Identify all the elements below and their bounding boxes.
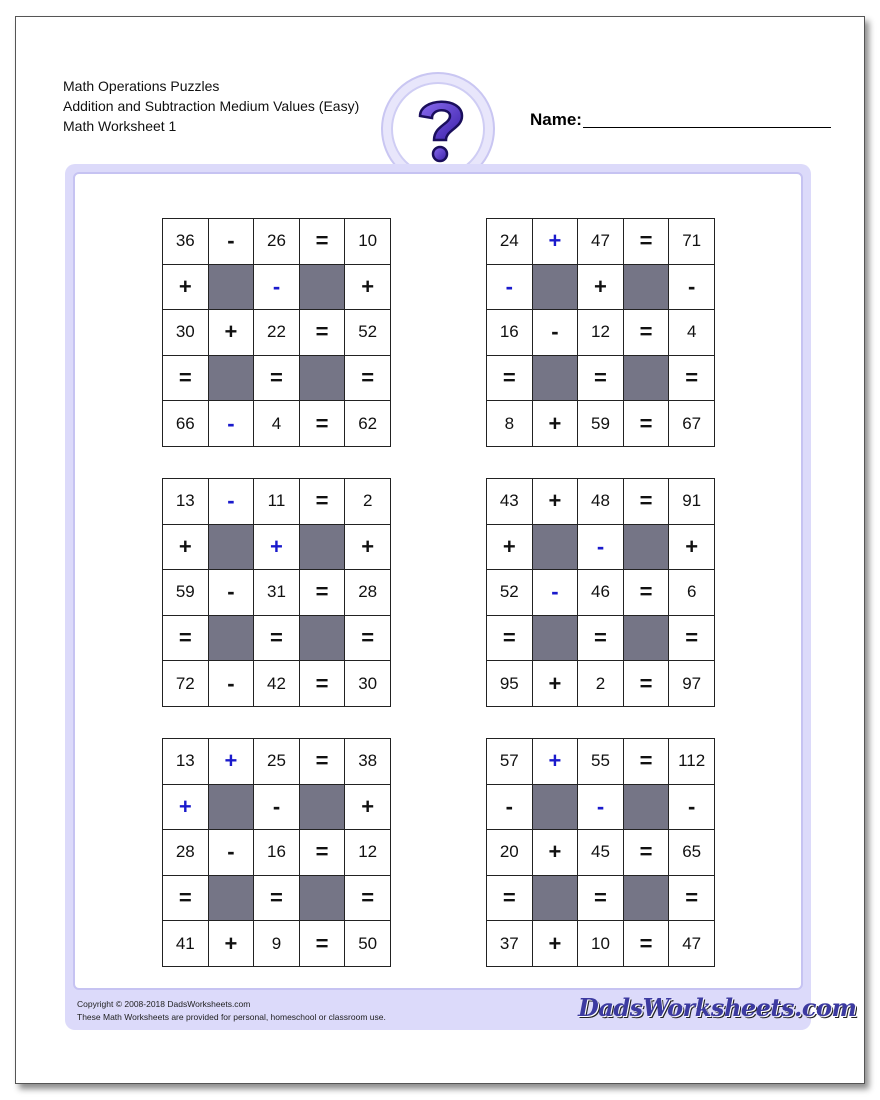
shaded-cell <box>300 525 346 571</box>
number-cell: 12 <box>578 310 624 356</box>
operator-cell: = <box>624 739 670 785</box>
operator-cell: + <box>533 479 579 525</box>
operator-cell: = <box>345 616 391 662</box>
shaded-cell <box>533 356 579 402</box>
operator-cell: = <box>254 616 300 662</box>
operator-cell: = <box>624 310 670 356</box>
operator-cell: - <box>578 525 624 571</box>
name-label: Name: <box>530 110 582 129</box>
shaded-cell <box>209 525 255 571</box>
puzzle-4 <box>486 478 715 707</box>
operator-cell: = <box>300 830 346 876</box>
operator-cell: = <box>578 356 624 402</box>
number-cell: 47 <box>669 921 715 967</box>
puzzle-1 <box>162 218 391 447</box>
number-cell: 13 <box>163 479 209 525</box>
operator-cell: = <box>300 401 346 447</box>
number-cell: 43 <box>487 479 533 525</box>
number-cell: 55 <box>578 739 624 785</box>
number-cell: 12 <box>345 830 391 876</box>
shaded-cell <box>300 785 346 831</box>
puzzle-3 <box>162 478 391 707</box>
operator-cell: - <box>209 570 255 616</box>
number-cell: 10 <box>345 219 391 265</box>
operator-cell: - <box>669 785 715 831</box>
operator-cell: = <box>578 616 624 662</box>
number-cell: 47 <box>578 219 624 265</box>
operator-cell: + <box>533 219 579 265</box>
shaded-cell <box>209 785 255 831</box>
shaded-cell <box>209 876 255 922</box>
operator-cell: = <box>300 479 346 525</box>
puzzle-2 <box>486 218 715 447</box>
operator-cell: - <box>209 830 255 876</box>
number-cell: 50 <box>345 921 391 967</box>
number-cell: 66 <box>163 401 209 447</box>
operator-cell: = <box>669 876 715 922</box>
shaded-cell <box>300 265 346 311</box>
operator-cell: + <box>578 265 624 311</box>
operator-cell: + <box>533 661 579 707</box>
number-cell: 46 <box>578 570 624 616</box>
number-cell: 13 <box>163 739 209 785</box>
number-cell: 112 <box>669 739 715 785</box>
number-cell: 30 <box>345 661 391 707</box>
number-cell: 59 <box>578 401 624 447</box>
operator-cell: + <box>487 525 533 571</box>
operator-cell: = <box>624 830 670 876</box>
shaded-cell <box>624 265 670 311</box>
number-cell: 4 <box>254 401 300 447</box>
operator-cell: = <box>624 661 670 707</box>
operator-cell: = <box>487 876 533 922</box>
operator-cell: = <box>624 401 670 447</box>
operator-cell: + <box>254 525 300 571</box>
operator-cell: + <box>533 401 579 447</box>
operator-cell: = <box>624 479 670 525</box>
operator-cell: - <box>209 219 255 265</box>
operator-cell: + <box>209 739 255 785</box>
number-cell: 36 <box>163 219 209 265</box>
operator-cell: = <box>163 876 209 922</box>
number-cell: 31 <box>254 570 300 616</box>
operator-cell: = <box>300 219 346 265</box>
number-cell: 16 <box>487 310 533 356</box>
operator-cell: = <box>163 616 209 662</box>
operator-cell: - <box>578 785 624 831</box>
number-cell: 72 <box>163 661 209 707</box>
number-cell: 2 <box>345 479 391 525</box>
number-cell: 97 <box>669 661 715 707</box>
operator-cell: = <box>300 739 346 785</box>
operator-cell: + <box>209 310 255 356</box>
operator-cell: = <box>300 921 346 967</box>
number-cell: 45 <box>578 830 624 876</box>
operator-cell: + <box>533 830 579 876</box>
operator-cell: + <box>163 525 209 571</box>
number-cell: 67 <box>669 401 715 447</box>
number-cell: 6 <box>669 570 715 616</box>
operator-cell: - <box>487 265 533 311</box>
shaded-cell <box>533 876 579 922</box>
number-cell: 26 <box>254 219 300 265</box>
puzzle-6 <box>486 738 715 967</box>
shaded-cell <box>209 356 255 402</box>
number-cell: 22 <box>254 310 300 356</box>
operator-cell: + <box>533 921 579 967</box>
number-cell: 11 <box>254 479 300 525</box>
operator-cell: + <box>209 921 255 967</box>
operator-cell: + <box>669 525 715 571</box>
shaded-cell <box>624 525 670 571</box>
shaded-cell <box>209 616 255 662</box>
operator-cell: - <box>254 265 300 311</box>
operator-cell: - <box>669 265 715 311</box>
shaded-cell <box>533 525 579 571</box>
shaded-cell <box>624 356 670 402</box>
usage-notice: These Math Worksheets are provided for personal, homeschool or classroom use. <box>77 1012 386 1022</box>
operator-cell: + <box>533 739 579 785</box>
operator-cell: - <box>533 570 579 616</box>
number-cell: 65 <box>669 830 715 876</box>
shaded-cell <box>624 785 670 831</box>
number-cell: 52 <box>487 570 533 616</box>
operator-cell: + <box>345 525 391 571</box>
operator-cell: + <box>345 265 391 311</box>
shaded-cell <box>300 616 346 662</box>
puzzle-5 <box>162 738 391 967</box>
operator-cell: = <box>487 356 533 402</box>
number-cell: 38 <box>345 739 391 785</box>
operator-cell: - <box>487 785 533 831</box>
number-cell: 28 <box>163 830 209 876</box>
operator-cell: - <box>209 479 255 525</box>
operator-cell: = <box>300 310 346 356</box>
worksheet-title: Math Operations Puzzles <box>63 78 220 94</box>
copyright-text: Copyright © 2008-2018 DadsWorksheets.com <box>77 999 251 1009</box>
number-cell: 62 <box>345 401 391 447</box>
worksheet-number: Math Worksheet 1 <box>63 118 177 134</box>
number-cell: 24 <box>487 219 533 265</box>
number-cell: 59 <box>163 570 209 616</box>
shaded-cell <box>533 616 579 662</box>
operator-cell: = <box>254 876 300 922</box>
name-field[interactable] <box>583 127 831 128</box>
shaded-cell <box>624 876 670 922</box>
number-cell: 95 <box>487 661 533 707</box>
number-cell: 37 <box>487 921 533 967</box>
question-mark-icon <box>393 84 483 174</box>
operator-cell: = <box>487 616 533 662</box>
brand-logo: DadsWorksheets.com <box>578 993 857 1022</box>
operator-cell: = <box>345 356 391 402</box>
number-cell: 2 <box>578 661 624 707</box>
shaded-cell <box>533 785 579 831</box>
number-cell: 48 <box>578 479 624 525</box>
operator-cell: = <box>669 356 715 402</box>
number-cell: 20 <box>487 830 533 876</box>
operator-cell: = <box>578 876 624 922</box>
shaded-cell <box>300 356 346 402</box>
shaded-cell <box>533 265 579 311</box>
number-cell: 41 <box>163 921 209 967</box>
operator-cell: + <box>163 265 209 311</box>
number-cell: 16 <box>254 830 300 876</box>
number-cell: 4 <box>669 310 715 356</box>
operator-cell: - <box>209 401 255 447</box>
number-cell: 57 <box>487 739 533 785</box>
worksheet-subtitle: Addition and Subtraction Medium Values (Easy) <box>63 98 360 114</box>
operator-cell: - <box>533 310 579 356</box>
number-cell: 9 <box>254 921 300 967</box>
operator-cell: + <box>163 785 209 831</box>
operator-cell: + <box>345 785 391 831</box>
shaded-cell <box>209 265 255 311</box>
operator-cell: = <box>669 616 715 662</box>
operator-cell: = <box>624 570 670 616</box>
number-cell: 91 <box>669 479 715 525</box>
number-cell: 52 <box>345 310 391 356</box>
operator-cell: = <box>163 356 209 402</box>
number-cell: 10 <box>578 921 624 967</box>
number-cell: 30 <box>163 310 209 356</box>
operator-cell: = <box>624 921 670 967</box>
number-cell: 28 <box>345 570 391 616</box>
operator-cell: - <box>209 661 255 707</box>
shaded-cell <box>300 876 346 922</box>
operator-cell: = <box>624 219 670 265</box>
number-cell: 25 <box>254 739 300 785</box>
number-cell: 42 <box>254 661 300 707</box>
operator-cell: - <box>254 785 300 831</box>
operator-cell: = <box>345 876 391 922</box>
shaded-cell <box>624 616 670 662</box>
operator-cell: = <box>300 570 346 616</box>
number-cell: 71 <box>669 219 715 265</box>
number-cell: 8 <box>487 401 533 447</box>
operator-cell: = <box>300 661 346 707</box>
operator-cell: = <box>254 356 300 402</box>
